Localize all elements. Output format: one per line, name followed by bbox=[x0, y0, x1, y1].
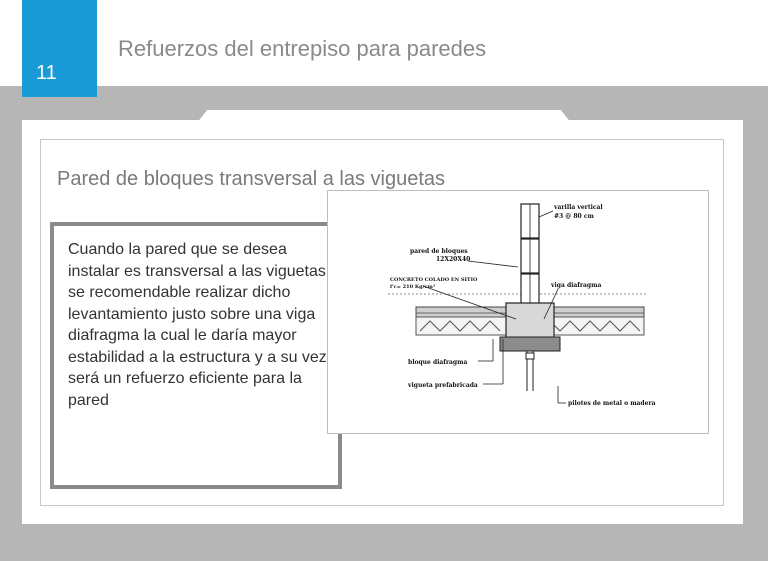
diagram-drawing bbox=[328, 191, 710, 435]
slide-number: 11 bbox=[36, 62, 57, 84]
pile-cap bbox=[526, 353, 534, 359]
label-viga: viga diafragma bbox=[551, 282, 602, 289]
label-varilla-2: #3 @ 80 cm bbox=[554, 213, 594, 220]
diaphragm-beam bbox=[506, 303, 554, 339]
description-box bbox=[50, 222, 342, 489]
label-concreto-1: CONCRETO COLADO EN SITIO bbox=[390, 277, 478, 283]
label-pared-2: 12X20X40 bbox=[436, 256, 471, 263]
label-pilotes: pilotes de metal o madera bbox=[568, 400, 656, 407]
diaphragm-block bbox=[500, 337, 560, 351]
label-vigueta: vigueta prefabricada bbox=[408, 382, 478, 389]
leader-pared bbox=[468, 261, 518, 267]
label-pared-1: pared de bloques bbox=[410, 248, 468, 255]
label-bloque: bloque diafragma bbox=[408, 359, 468, 366]
label-concreto-2: f'c= 210 Kg/cm² bbox=[390, 284, 436, 290]
slide-number-badge bbox=[22, 0, 97, 97]
section-title: Pared de bloques transversal a las viguetas bbox=[57, 168, 446, 190]
description-text: Cuando la pared que se desea instalar es transversal a las viguetas se recomendable realizar dicho levantamiento justo sobre una viga diafragma la cual le daría mayor estabilidad a la estructura y a su vez será un refuerzo eficiente para la pared bbox=[68, 241, 327, 409]
construction-diagram bbox=[327, 190, 709, 434]
label-varilla-1: varilla vertical bbox=[554, 204, 603, 211]
leader-varilla bbox=[539, 211, 553, 217]
slide-title: Refuerzos del entrepiso para paredes bbox=[118, 36, 487, 61]
